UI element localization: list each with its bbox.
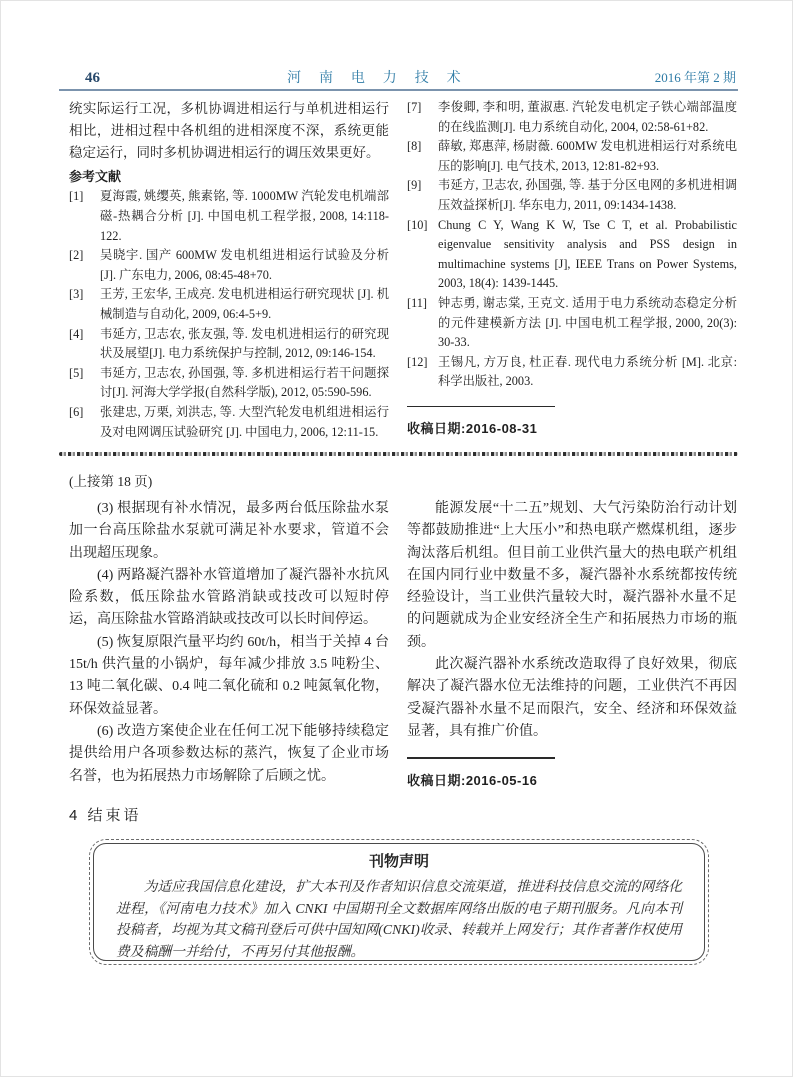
references-left-column	[69, 98, 389, 442]
reference-text: 王芳, 王宏华, 王成亮. 发电机进相运行研究现状 [J]. 机械制造与自动化, 2009, 06:4-5+9.	[100, 287, 389, 321]
journal-statement-box	[93, 843, 705, 961]
reference-text: Chung C Y, Wang K W, Tse C T, et al. Probabilistic eigenvalue sensitivity analysis and PSS design in multimachine systems [J], IEEE Trans on Power Systems, 2003, 18(4): 1439-1445.	[438, 217, 737, 291]
reference-number: [12]	[407, 354, 428, 369]
article-body-text: 统实际运行工况，多机协调进相运行与单机进相运行相比，进相过程中各机组的进相深度不深，系统更能稳定运行，同时多机协调进相运行的调压效果更好。	[69, 101, 389, 160]
reference-item	[69, 403, 389, 442]
paragraph: (4) 两路凝汽器补水管道增加了凝汽器补水抗风险系数，低压除盐水管路消缺或技改可以短时停运，高压除盐水管路消缺或技改可以长时间停运。	[69, 567, 389, 628]
page-number: 46	[85, 70, 100, 86]
reference-number: [3]	[69, 287, 84, 302]
reference-number: [5]	[69, 365, 84, 380]
reference-item	[69, 325, 389, 364]
reference-item	[69, 364, 389, 403]
reference-text: 韦延方, 卫志农, 孙国强, 等. 基于分区电网的多机进相调压效益探析[J]. 华东电力, 2011, 09:1434-1438.	[438, 178, 737, 212]
issue-label: 2016 年第 2 期	[654, 70, 736, 85]
reference-number: [4]	[69, 326, 84, 341]
journal-statement-body: 为适应我国信息化建设，扩大本刊及作者知识信息交流渠道，推进科技信息交流的网络化进程，《河南电力技术》加入 CNKI 中国期刊全文数据库网络出版的电子期刊服务。凡向本刊投稿者，均视为其文稿刊登后可供中国知网(CNKI)收录、转载并上网发行；其作者著作权使用费及稿酬一并给付，不再另付其他报酬。	[116, 879, 682, 959]
references-section	[69, 98, 737, 442]
reference-text: 李俊卿, 李和明, 董淑惠. 汽轮发电机定子铁心端部温度的在线监测[J]. 电力系统自动化, 2004, 02:58-61+82.	[438, 100, 737, 134]
reference-number: [1]	[69, 189, 84, 204]
reference-item	[407, 216, 737, 294]
references-right-column	[407, 98, 737, 442]
section-heading: 4 结束语	[69, 806, 142, 824]
reference-item	[69, 187, 389, 246]
section-divider	[59, 452, 738, 456]
journal-title: 河 南 电 力 技 术	[287, 69, 468, 85]
reference-number: [6]	[69, 404, 84, 419]
page-header	[61, 67, 736, 87]
paragraph: (5) 恢复原限汽量平均约 60t/h，相当于关掉 4 台 15t/h 供汽量的小锅炉，每年减少排放 3.5 吨粉尘、13 吨二氧化碳、0.4 吨二氧化硫和 0.2 吨氮氧化物，环保效益显著。	[69, 634, 389, 717]
reference-item	[69, 285, 389, 324]
reference-item	[407, 176, 737, 215]
reference-text: 韦延方, 卫志农, 张友强, 等. 发电机进相运行的研究现状及展望[J]. 电力系统保护与控制, 2012, 09:146-154.	[100, 326, 389, 361]
reference-text: 钟志勇, 谢志棠, 王克文. 适用于电力系统动态稳定分析的元件建模新方法 [J]. 中国电机工程学报, 2000, 20(3): 30-33.	[438, 295, 737, 350]
reference-text: 薛敏, 郑惠萍, 杨尉薇. 600MW 发电机进相运行对系统电压的影响[J]. 电气技术, 2013, 12:81-82+93.	[438, 139, 737, 173]
reference-number: [9]	[407, 178, 422, 193]
received-date: 收稿日期:2016-08-31	[407, 421, 538, 437]
reference-item	[407, 98, 737, 137]
continued-article-section	[69, 498, 737, 825]
reference-item	[69, 246, 389, 285]
reference-item	[407, 294, 737, 353]
paragraph: 能源发展“十二五”规划、大气污染防治行动计划等都鼓励推进“上大压小”和热电联产燃煤机组，逐步淘汰落后机组。但目前工业供汽量大的热电联产机组在国内同行业中数量不多，凝汽器补水系统都按传统经验设计，当工业供汽量较大时，凝汽器补水量不足的问题就成为企业安经济全生产和拓展热力市场的瓶颈。	[407, 501, 737, 650]
reference-item	[407, 137, 737, 176]
received-date: 收稿日期:2016-05-16	[407, 772, 538, 788]
reference-number: [2]	[69, 248, 84, 263]
references-title: 参考文献	[69, 169, 122, 185]
journal-statement-title: 刊物声明	[368, 853, 429, 870]
reference-text: 王锡凡, 方万良, 杜正春. 现代电力系统分析 [M]. 北京: 科学出版社, 2003.	[438, 354, 737, 389]
continued-right-column	[407, 498, 737, 825]
paragraph: (6) 改造方案使企业在任何工况下能够持续稳定提供给用户各项参数达标的蒸汽，恢复了企业市场名誉，也为拓展热力市场解除了后顾之忧。	[69, 723, 389, 784]
reference-text: 韦延方, 卫志农, 孙国强, 等. 多机进相运行若干问题探讨[J]. 河海大学学报(自然科学版), 2012, 05:590-596.	[100, 365, 389, 400]
received-date-rule	[407, 406, 555, 408]
reference-text: 夏海霞, 姚缨英, 熊素铭, 等. 1000MW 汽轮发电机端部磁-热耦合分析 [J]. 中国电机工程学报, 2008, 14:118-122.	[100, 189, 389, 243]
reference-number: [7]	[407, 100, 422, 114]
header-rule	[59, 89, 738, 91]
reference-number: [8]	[407, 139, 422, 154]
received-date-block	[407, 757, 737, 789]
paragraph: (3) 根据现有补水情况，最多两台低压除盐水泵加一台高压除盐水泵就可满足补水要求，管道不会出现超压现象。	[69, 501, 389, 561]
continued-left-column	[69, 498, 389, 825]
received-date-rule	[407, 757, 555, 759]
reference-number: [11]	[407, 295, 428, 310]
reference-number: [10]	[407, 217, 428, 232]
continuation-note: (上接第 18 页)	[69, 474, 153, 489]
reference-text: 吴晓宇. 国产 600MW 发电机组进相运行试验及分析[J]. 广东电力, 2006, 08:45-48+70.	[100, 248, 389, 282]
reference-text: 张建忠, 万栗, 刘洪志, 等. 大型汽轮发电机组进相运行及对电网调压试验研究 [J]. 中国电力, 2006, 12:11-15.	[100, 404, 389, 439]
paragraph: 此次凝汽器补水系统改造取得了良好效果，彻底解决了凝汽器水位无法维持的问题，工业供汽不再因受凝汽器补水量不足而限汽，安全、经济和环保效益显著，具有推广价值。	[407, 657, 737, 739]
received-date-block	[407, 406, 737, 438]
reference-item	[407, 353, 737, 392]
